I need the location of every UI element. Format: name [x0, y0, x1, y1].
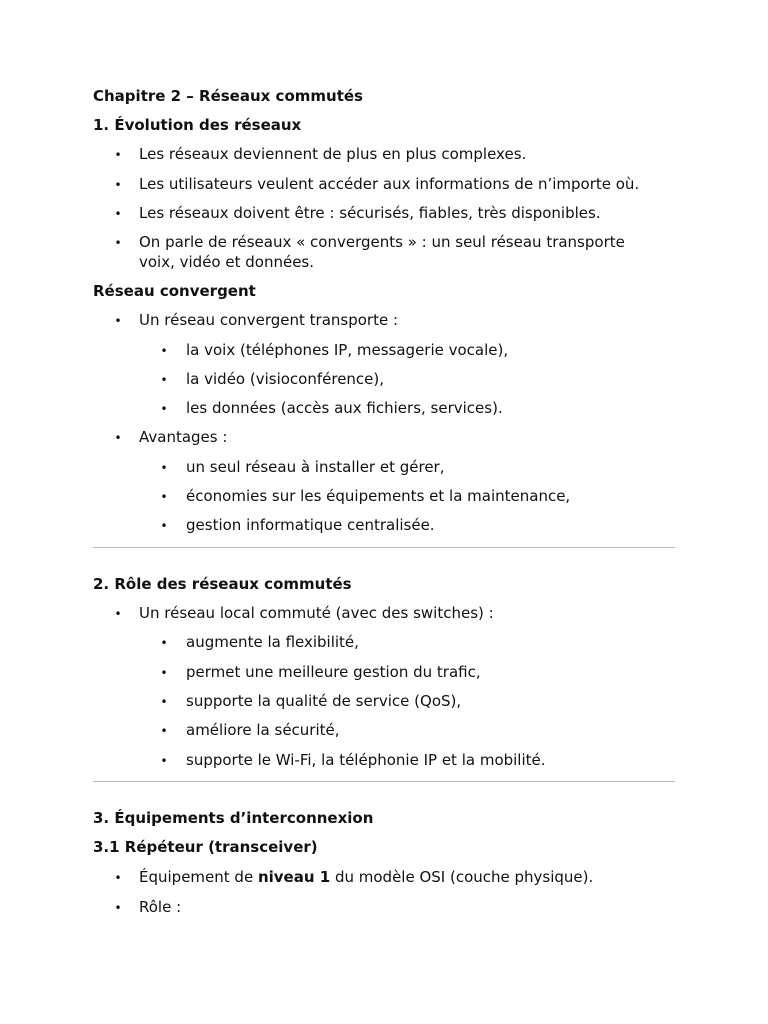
- transport-item: les données (accès aux fichiers, services).: [186, 399, 503, 417]
- equipment-suffix: du modèle OSI (couche physique).: [330, 868, 594, 886]
- bullet-marker: •: [160, 402, 168, 416]
- section-divider: [93, 781, 675, 782]
- bullet-marker: •: [114, 148, 122, 162]
- osi-level-emphasis: niveau 1: [257, 868, 331, 886]
- bullet-marker: •: [160, 519, 168, 533]
- advantage-item: économies sur les équipements et la maintenance,: [186, 487, 571, 505]
- section-1-bullet: Les utilisateurs veulent accéder aux informations de n’importe où.: [139, 175, 640, 193]
- bullet-marker: •: [160, 695, 168, 709]
- bullet-marker: •: [114, 314, 122, 328]
- convergent-transport-intro: Un réseau convergent transporte :: [139, 311, 399, 329]
- chapter-title: Chapitre 2 – Réseaux commutés: [93, 87, 363, 105]
- advantages-intro: Avantages :: [139, 428, 228, 446]
- section-2-item: permet une meilleure gestion du trafic,: [186, 663, 481, 681]
- bullet-marker: •: [114, 178, 122, 192]
- section-1-bullet-continuation: voix, vidéo et données.: [139, 253, 315, 271]
- bullet-marker: •: [160, 636, 168, 650]
- bullet-marker: •: [114, 431, 122, 445]
- bullet-marker: •: [160, 754, 168, 768]
- bullet-marker: •: [114, 207, 122, 221]
- section-2-title: 2. Rôle des réseaux commutés: [93, 575, 352, 593]
- equipment-level-line: [139, 867, 593, 887]
- bullet-marker: •: [114, 871, 122, 885]
- convergent-title: Réseau convergent: [93, 282, 256, 300]
- section-1-bullet: Les réseaux deviennent de plus en plus complexes.: [139, 145, 527, 163]
- bullet-marker: •: [160, 490, 168, 504]
- bullet-marker: •: [160, 344, 168, 358]
- section-2-item: supporte la qualité de service (QoS),: [186, 692, 462, 710]
- transport-item: la voix (téléphones IP, messagerie vocale),: [186, 341, 509, 359]
- role-label: Rôle :: [139, 898, 182, 916]
- section-1-bullet: Les réseaux doivent être : sécurisés, fiables, très disponibles.: [139, 204, 601, 222]
- bullet-marker: •: [114, 236, 122, 250]
- transport-item: la vidéo (visioconférence),: [186, 370, 385, 388]
- advantage-item: gestion informatique centralisée.: [186, 516, 435, 534]
- section-divider: [93, 547, 675, 548]
- section-3-title: 3. Équipements d’interconnexion: [93, 809, 374, 827]
- section-3-1-title: 3.1 Répéteur (transceiver): [93, 838, 318, 856]
- equipment-prefix: Équipement de: [139, 868, 258, 886]
- section-2-item: supporte le Wi-Fi, la téléphonie IP et la mobilité.: [186, 751, 546, 769]
- bullet-marker: •: [114, 901, 122, 915]
- bullet-marker: •: [160, 373, 168, 387]
- bullet-marker: •: [160, 666, 168, 680]
- section-1-bullet: On parle de réseaux « convergents » : un seul réseau transporte: [139, 233, 625, 251]
- section-2-item: augmente la flexibilité,: [186, 633, 359, 651]
- bullet-marker: •: [114, 607, 122, 621]
- section-2-item: améliore la sécurité,: [186, 721, 340, 739]
- advantage-item: un seul réseau à installer et gérer,: [186, 458, 445, 476]
- section-1-title: 1. Évolution des réseaux: [93, 116, 302, 134]
- bullet-marker: •: [160, 724, 168, 738]
- section-2-intro: Un réseau local commuté (avec des switches) :: [139, 604, 494, 622]
- bullet-marker: •: [160, 461, 168, 475]
